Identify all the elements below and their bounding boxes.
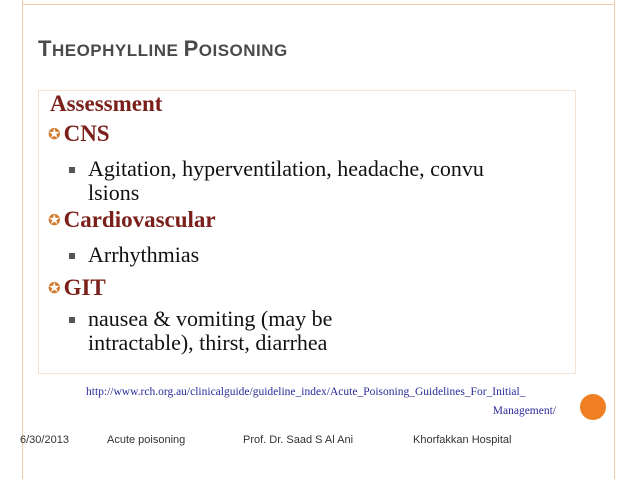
square-bullet-icon bbox=[69, 167, 75, 173]
item-line: Agitation, hyperventilation, headache, convu bbox=[88, 156, 484, 181]
item-line: intractable), thirst, diarrhea bbox=[88, 330, 328, 355]
item-line: Arrhythmias bbox=[88, 242, 200, 267]
section-label: GIT bbox=[63, 275, 106, 300]
section-cardiovascular bbox=[48, 207, 216, 233]
top-border-line bbox=[22, 4, 615, 5]
title-initial-1: T bbox=[38, 36, 52, 61]
reference-link[interactable] bbox=[86, 383, 556, 421]
footer-topic: Acute poisoning bbox=[107, 434, 186, 446]
footer-hospital: Khorfakkan Hospital bbox=[413, 434, 512, 446]
square-bullet-icon bbox=[69, 317, 75, 323]
item-line: nausea & vomiting (may be bbox=[88, 306, 333, 331]
reference-line-2[interactable]: Management/ bbox=[492, 405, 556, 417]
section-label: CNS bbox=[63, 121, 110, 146]
list-item bbox=[88, 307, 332, 355]
title-rest-2: OISONING bbox=[198, 41, 288, 60]
star-bullet-icon: ✪ bbox=[48, 279, 61, 297]
item-line: lsions bbox=[88, 180, 140, 205]
list-item bbox=[88, 243, 199, 267]
footer-date: 6/30/2013 bbox=[20, 434, 69, 446]
title-initial-2: P bbox=[183, 36, 199, 61]
section-cns bbox=[48, 121, 110, 147]
orange-circle-decoration bbox=[580, 394, 606, 420]
star-bullet-icon: ✪ bbox=[48, 211, 61, 229]
star-bullet-icon: ✪ bbox=[48, 125, 61, 143]
footer-author: Prof. Dr. Saad S Al Ani bbox=[243, 434, 354, 446]
section-label: Cardiovascular bbox=[63, 207, 216, 232]
left-border-line bbox=[22, 0, 23, 479]
slide-title bbox=[38, 36, 288, 62]
list-item bbox=[88, 157, 484, 205]
reference-line-1[interactable]: http://www.rch.org.au/clinicalguide/guideline_index/Acute_Poisoning_Guidelines_For_Initial_ bbox=[86, 386, 526, 398]
right-border-line bbox=[614, 0, 615, 479]
title-rest-1: HEOPHYLLINE bbox=[51, 41, 184, 60]
section-git bbox=[48, 275, 106, 301]
square-bullet-icon bbox=[69, 253, 75, 259]
assessment-heading: Assessment bbox=[50, 91, 163, 116]
